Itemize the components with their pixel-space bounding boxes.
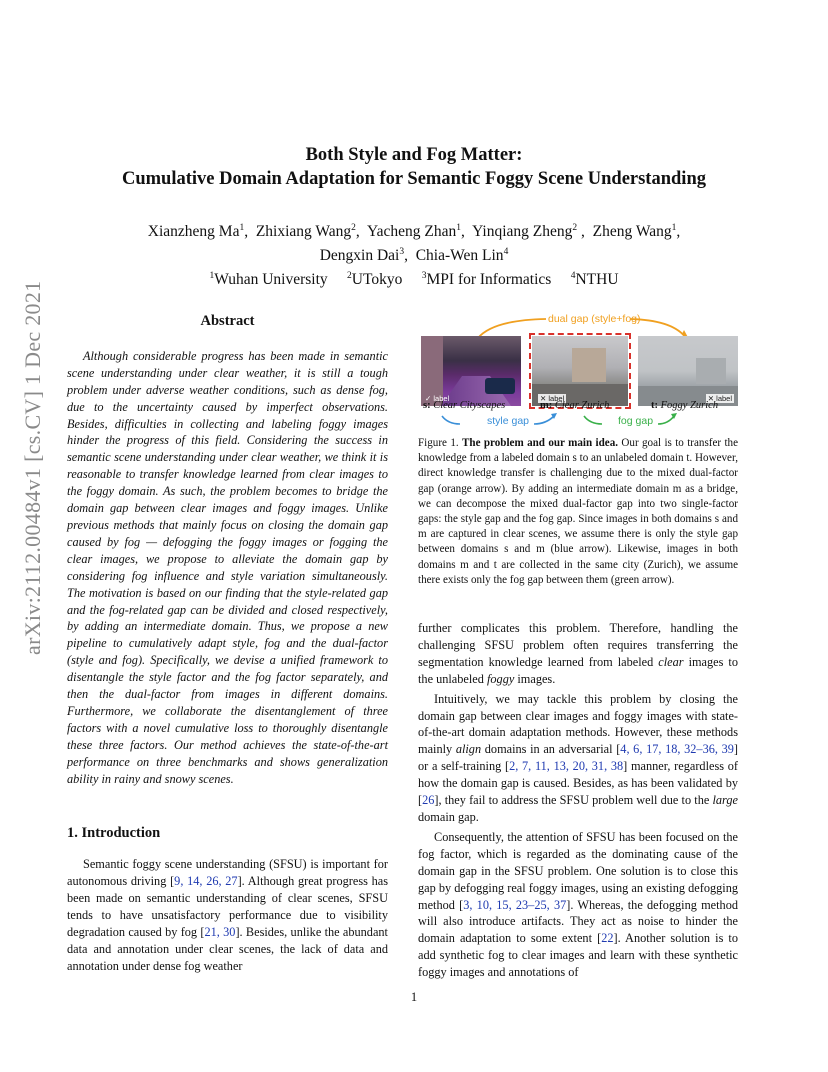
title-line-1: Both Style and Fog Matter:: [305, 145, 523, 165]
author-line-1: Xianzheng Ma$^1$, Zhixiang Wang$^2$, Yacheng Zhan$^1$, Yinqiang Zheng$^2$ , Zheng Wang$^1$,: [147, 223, 681, 240]
author-name: Chia-Wen Lin: [415, 247, 504, 264]
page-number: 1: [410, 990, 418, 1004]
author-name: Yinqiang Zheng: [472, 223, 573, 240]
citation-link[interactable]: 2, 7, 11, 13, 20, 31, 38: [509, 759, 624, 774]
author-name: Zhixiang Wang: [255, 223, 352, 240]
citation-link[interactable]: 9, 14, 26, 27: [174, 874, 238, 889]
arxiv-stamp: arXiv:2112.00484v1 [cs.CV] 1 Dec 2021: [20, 280, 45, 655]
affiliation: NTHU: [575, 271, 619, 288]
citation-link[interactable]: 26: [422, 793, 435, 808]
body-paragraph: Intuitively, we may tackle this problem by closing the domain gap between clear images and foggy images with state-of-the-art domain adaptation methods. However, these methods mainly align domains in an adversarial [4, 6, 17, 18, 32–36, 39] or a self-training [2, 7, 11, 13, 20, 31, 38] manner, regardless of how the domain gap is caused. Besides, as has been validated by [26], they fail to address the SFSU problem well due to the large domain gap.: [418, 691, 739, 824]
author-name: Dengxin Dai: [319, 247, 400, 264]
author-block: [0, 218, 828, 290]
affil-mark: 3: [421, 271, 427, 281]
author-affil-mark: 4: [503, 247, 509, 257]
abstract: [67, 348, 388, 788]
paper-title: [0, 143, 828, 191]
fog-gap-label: fog gap: [618, 415, 654, 427]
cityscapes-image: [421, 336, 521, 406]
author-affil-mark: 3: [399, 247, 405, 257]
intro-heading: 1. Introduction: [67, 825, 161, 842]
affiliation: Wuhan University: [214, 271, 328, 288]
label-x-tag: ✕ label: [540, 394, 565, 403]
foggy-zurich-image: [638, 336, 738, 406]
subcaption-s: s: Clear Cityscapes: [423, 400, 506, 411]
author-affil-mark: 2: [572, 223, 578, 233]
affil-mark: 1: [209, 271, 215, 281]
author-name: Yacheng Zhan: [366, 223, 457, 240]
citation-link[interactable]: 22: [601, 931, 614, 946]
fog-gap-arrow-right: [658, 416, 674, 424]
affiliation: MPI for Informatics: [426, 271, 552, 288]
abstract-heading: Abstract: [200, 313, 255, 329]
citation-link[interactable]: 4, 6, 17, 18, 32–36, 39: [620, 742, 734, 757]
label-x-tag: ✕ label: [707, 394, 732, 403]
subcaption-t: t: Foggy Zurich: [651, 400, 719, 411]
subcaption-m: m: Clear Zurich: [540, 400, 610, 411]
style-gap-arrow-left: [442, 416, 460, 424]
body-paragraph: Consequently, the attention of SFSU has been focused on the fog factor, which is regarded as the dominating cause of the domain gap in the SFSU problem. One solution is to close this gap by defogging real foggy images, using an existing defogging method [3, 10, 15, 23–25, 37]. Whereas, the defogging method will also introduce artifacts. They act as noise to hinder the domain adaptation to some extent [22]. Another solution is to add synthetic fog to clear images and learn with these synthetic foggy images and annotations of: [418, 829, 738, 980]
citation-link[interactable]: 21, 30: [204, 925, 236, 939]
author-affil-mark: 2: [351, 223, 356, 233]
author-affil-mark: 1: [671, 223, 677, 233]
style-gap-arrow-right: [534, 416, 554, 424]
intro-paragraph: Semantic foggy scene understanding (SFSU) is important for autonomous driving [9, 14, 26, 27]. Although great progress has been made on semantic understanding of clear scenes, SFSU tends to have unsatisfactory performance due to visibility degradation caused by fog [21, 30]. Besides, unlike the abundant data and annotation under clear scenes, the lack of data and annotation under dense fog weather: [67, 857, 389, 973]
right-column: [418, 620, 738, 981]
author-line-2: Dengxin Dai$^3$, Chia-Wen Lin$^4$: [319, 247, 509, 264]
author-name: Xianzheng Ma: [147, 223, 240, 240]
affiliation-line: [0, 266, 828, 290]
author-affil-mark: 1: [456, 223, 461, 233]
author-affil-mark: 1: [239, 223, 245, 233]
figure-caption: Figure 1. The problem and our main idea. Our goal is to transfer the knowledge from a labeled domain s to an unlabeled domain t. However, direct knowledge transfer is challenging due to the mixed dual-factor gap (orange arrow). By adding an intermediate domain m as a bridge, we can decompose the mixed dual-factor gap into two single-factor gaps: the style gap and the fog gap. Since images in both domains s and m are captured in clear scenes, we assume there is only the style gap between domains s and m (blue arrow). Likewise, images in both domains m and t are collected in the same city (Zurich), we assume there exists only the fog gap between them (green arrow).: [418, 437, 738, 586]
clear-zurich-image: [532, 336, 628, 406]
left-column: [67, 313, 388, 975]
author-name: Zheng Wang: [592, 223, 672, 240]
abstract-text: Although considerable progress has been made in semantic scene understanding under clear weather, it is still a tough problem under adverse weather conditions, such as dense fog, due to the uncertainty caused by imperfect observations. Besides, difficulties in collecting and labeling foggy images hinder the progress of this field. Considering the success in semantic scene understanding under clear weather, we think it is reasonable to transfer knowledge learned from clear images to the foggy domain. As such, the problem becomes to bridge the domain gap between clear images and foggy images. Unlike previous methods that mainly focus on closing the domain gap caused by fog — defogging the foggy images or fogging the clear images, we propose to alleviate the domain gap by considering fog influence and style variation simultaneously. The motivation is based on our finding that the style-related gap and the fog-related gap can be divided and closed respectively, by adding an intermediate domain. Thus, we propose a new pipeline to cumulatively adapt style, fog and the dual-factor (style and fog). Specifically, we devise a unified framework to disentangle the style factor and the fog factor separately, and then the dual-factor from images in different domains. Furthermore, we collaborate the disentanglement of three factors with a novel cumulative loss to thoroughly disentangle these three factors. Our method achieves the state-of-the-art performance on three benchmarks and shows generalization ability in rainy and snowy scenes.: [67, 348, 388, 786]
affil-mark: 2: [347, 271, 352, 281]
fog-gap-arrow-left: [584, 416, 602, 424]
affil-mark: 4: [570, 271, 576, 281]
affiliation: UTokyo: [351, 271, 403, 288]
label-check-tag: ✓ label: [425, 394, 450, 403]
body-paragraph: further complicates this problem. Therefore, handling the challenging SFSU problem often requires transferring the segmentation knowledge learned from labeled clear images to the unlabeled foggy images.: [418, 621, 739, 686]
style-gap-label: style gap: [487, 415, 530, 427]
dual-gap-label: dual gap (style+fog): [548, 313, 641, 325]
citation-link[interactable]: 3, 10, 15, 23–25, 37: [463, 897, 567, 912]
title-line-2: Cumulative Domain Adaptation for Semantic Foggy Scene Understanding: [122, 169, 706, 189]
figure-1: [418, 310, 740, 432]
